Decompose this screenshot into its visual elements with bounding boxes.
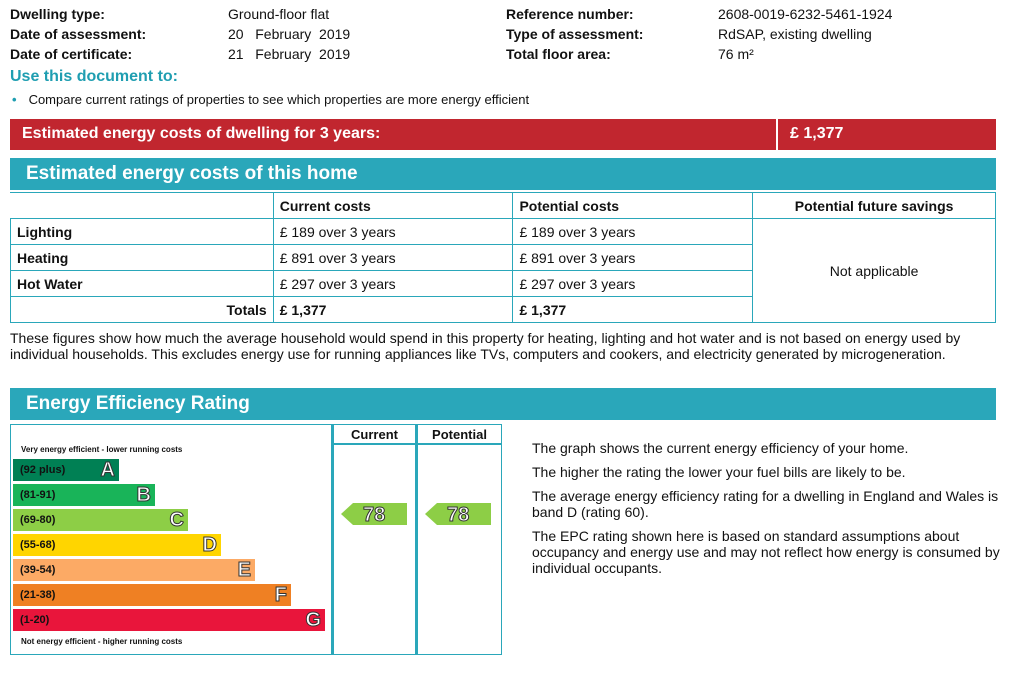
- dwelling-type-label: Dwelling type:: [10, 6, 105, 22]
- reference-label: Reference number:: [506, 6, 634, 22]
- band-letter: D: [202, 534, 217, 556]
- explain-paragraph: The average energy efficiency rating for a dwelling in England and Wales is band D (rating 60).: [532, 488, 999, 520]
- cell-current: £ 189 over 3 years: [273, 219, 513, 245]
- explain-paragraph: The EPC rating shown here is based on standard assumptions about occupancy and energy use and may not reflect how energy is consumed by individual occupants.: [532, 528, 1000, 576]
- col-current: Current: [351, 427, 398, 442]
- rating-section-header: [10, 388, 996, 420]
- rating-chart: [10, 424, 502, 655]
- rating-bottom-note: Not energy efficient - higher running costs: [21, 637, 183, 646]
- table-row: [11, 219, 996, 245]
- current-rating-value: 78: [363, 504, 386, 526]
- column-divider: [415, 425, 418, 654]
- reference-value: 2608-0019-6232-5461-1924: [718, 6, 893, 22]
- row-label-heating: Heating: [11, 245, 274, 271]
- rating-band-a: [13, 459, 119, 481]
- band-letter: C: [169, 509, 184, 531]
- potential-rating-arrow: [425, 503, 491, 525]
- band-range: (1-20): [20, 614, 50, 626]
- rating-band-f: [13, 584, 291, 606]
- use-bullet-text: Compare current ratings of properties to see which properties are more energy efficient: [28, 92, 530, 107]
- cell-potential: £ 189 over 3 years: [513, 219, 753, 245]
- total-cost-label: Estimated energy costs of dwelling for 3 years:: [22, 125, 381, 142]
- bullet-icon: •: [12, 92, 17, 107]
- rating-top-note: Very energy efficient - lower running costs: [21, 445, 183, 454]
- cell-potential: £ 297 over 3 years: [513, 271, 753, 297]
- costs-explanation: These figures show how much the average household would spend in this property for heating, lighting and hot water and is not based on energy used by individual households. This excludes energy use for running appliances like TVs, computers and cookers, and electricity generated by microgeneration.: [10, 330, 961, 362]
- rating-explanation: [532, 440, 1002, 584]
- current-rating-arrow: [341, 503, 407, 525]
- potential-rating-value: 78: [447, 504, 470, 526]
- use-document-heading: Use this document to:: [10, 68, 179, 85]
- cell-potential: £ 891 over 3 years: [513, 245, 753, 271]
- costs-table: [10, 192, 996, 323]
- rating-band-g: [13, 609, 325, 631]
- col-current-costs: Current costs: [273, 193, 513, 219]
- floor-area-value: 76 m²: [718, 46, 754, 62]
- column-divider: [331, 425, 334, 654]
- totals-potential: £ 1,377: [513, 297, 753, 323]
- band-range: (39-54): [20, 564, 56, 576]
- total-cost-divider: [776, 119, 778, 150]
- totals-current: £ 1,377: [273, 297, 513, 323]
- band-letter: E: [237, 559, 251, 581]
- rating-band-e: [13, 559, 255, 581]
- date-certificate-label: Date of certificate:: [10, 46, 133, 62]
- rating-band-c: [13, 509, 188, 531]
- band-range: (81-91): [20, 489, 56, 501]
- col-potential-costs: Potential costs: [513, 193, 753, 219]
- band-range: (92 plus): [20, 464, 66, 476]
- costs-section-header: [10, 158, 996, 190]
- floor-area-label: Total floor area:: [506, 46, 611, 62]
- row-label-hot-water: Hot Water: [11, 271, 274, 297]
- rating-band-b: [13, 484, 155, 506]
- type-assessment-value: RdSAP, existing dwelling: [718, 26, 872, 42]
- band-letter: G: [305, 609, 321, 631]
- col-potential: Potential: [432, 427, 487, 442]
- band-range: (55-68): [20, 539, 56, 551]
- table-header-blank: [11, 193, 274, 219]
- cell-current: £ 297 over 3 years: [273, 271, 513, 297]
- band-letter: F: [274, 584, 287, 606]
- costs-section-title: Estimated energy costs of this home: [26, 163, 358, 184]
- explain-paragraph: The graph shows the current energy efficiency of your home.: [532, 440, 909, 456]
- use-bullet-item: [12, 92, 529, 107]
- band-letter: A: [100, 459, 115, 481]
- date-assessment-label: Date of assessment:: [10, 26, 147, 42]
- total-cost-amount: £ 1,377: [790, 125, 844, 142]
- row-label-lighting: Lighting: [11, 219, 274, 245]
- band-letter: B: [136, 484, 151, 506]
- band-range: (69-80): [20, 514, 56, 526]
- date-certificate-value: 21 February 2019: [228, 46, 351, 62]
- totals-label: Totals: [11, 297, 274, 323]
- band-range: (21-38): [20, 589, 56, 601]
- savings-cell: Not applicable: [753, 219, 996, 323]
- cell-current: £ 891 over 3 years: [273, 245, 513, 271]
- rating-band-d: [13, 534, 221, 556]
- col-future-savings: Potential future savings: [753, 193, 996, 219]
- total-cost-bar: [10, 119, 996, 150]
- table-header-row: [11, 193, 996, 219]
- rating-section-title: Energy Efficiency Rating: [26, 393, 250, 414]
- type-assessment-label: Type of assessment:: [506, 26, 644, 42]
- explain-paragraph: The higher the rating the lower your fuel bills are likely to be.: [532, 464, 906, 480]
- date-assessment-value: 20 February 2019: [228, 26, 351, 42]
- certificate-details: [10, 4, 1010, 64]
- header-divider: [331, 443, 501, 445]
- dwelling-type-value: Ground-floor flat: [228, 6, 330, 22]
